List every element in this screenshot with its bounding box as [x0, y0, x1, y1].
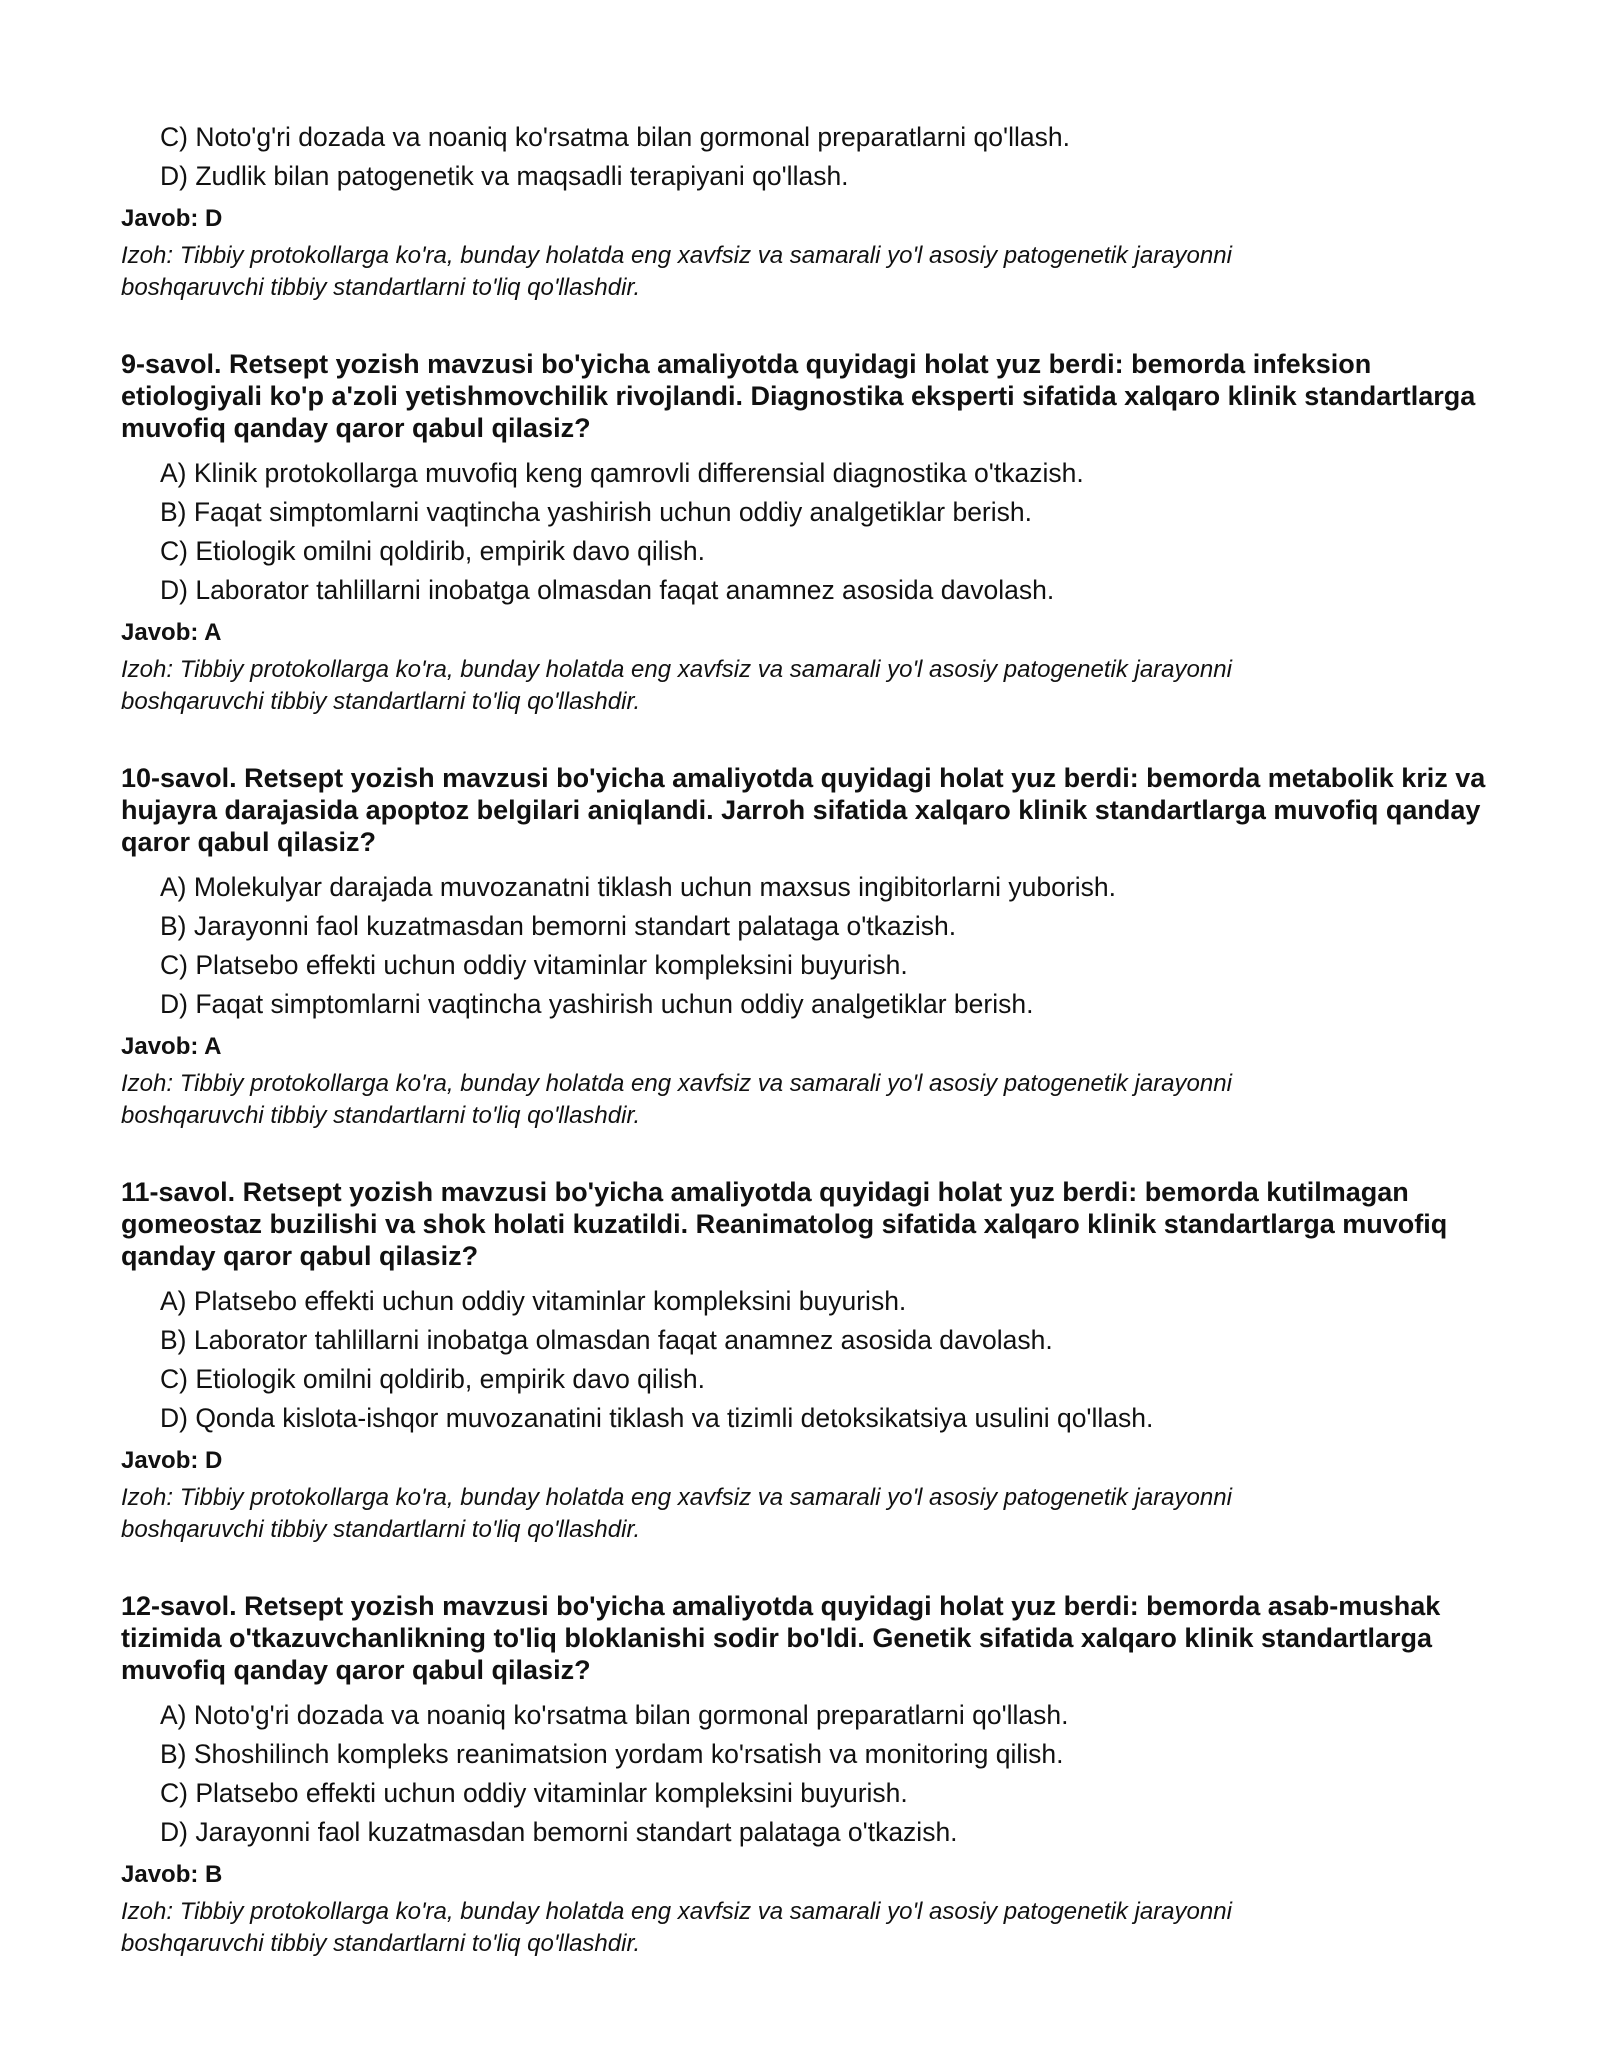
- option-d: D) Laborator tahlillarni inobatga olmasdan faqat anamnez asosida davolash.: [160, 575, 1055, 605]
- option-c: C) Platsebo effekti uchun oddiy vitaminlar kompleksini buyurish.: [160, 1778, 908, 1808]
- answer-line: Javob: A: [121, 1033, 222, 1060]
- question-9: [121, 348, 1500, 718]
- option-c: C) Etiologik omilni qoldirib, empirik davo qilish.: [160, 536, 705, 566]
- options-list: [121, 1282, 1500, 1438]
- option-d: D) Zudlik bilan patogenetik va maqsadli terapiyani qo'llash.: [160, 161, 849, 191]
- explanation-note: Izoh: Tibbiy protokollarga ko'ra, bunday holatda eng xavfsiz va samarali yo'l asosiy patogenetik jarayonni boshqaruvchi tibbiy standartlarni to'liq qo'llashdir.: [121, 656, 1232, 715]
- previous-question-tail: [121, 118, 1500, 304]
- option-a: A) Platsebo effekti uchun oddiy vitaminlar kompleksini buyurish.: [160, 1286, 907, 1316]
- option-a: A) Noto'g'ri dozada va noaniq ko'rsatma bilan gormonal preparatlarni qo'llash.: [160, 1700, 1069, 1730]
- option-c: C) Noto'g'ri dozada va noaniq ko'rsatma bilan gormonal preparatlarni qo'llash.: [160, 122, 1070, 152]
- option-d: D) Jarayonni faol kuzatmasdan bemorni standart palataga o'tkazish.: [160, 1817, 958, 1847]
- options-list: [121, 868, 1500, 1024]
- explanation-note: Izoh: Tibbiy protokollarga ko'ra, bunday holatda eng xavfsiz va samarali yo'l asosiy patogenetik jarayonni boshqaruvchi tibbiy standartlarni to'liq qo'llashdir.: [121, 1070, 1232, 1129]
- question-10: [121, 762, 1500, 1132]
- options-list: [121, 454, 1500, 610]
- option-c: C) Platsebo effekti uchun oddiy vitaminlar kompleksini buyurish.: [160, 950, 908, 980]
- option-b: B) Faqat simptomlarni vaqtincha yashirish uchun oddiy analgetiklar berish.: [160, 497, 1032, 527]
- options-list: [121, 1696, 1500, 1852]
- option-c: C) Etiologik omilni qoldirib, empirik davo qilish.: [160, 1364, 705, 1394]
- explanation-note: Izoh: Tibbiy protokollarga ko'ra, bunday holatda eng xavfsiz va samarali yo'l asosiy patogenetik jarayonni boshqaruvchi tibbiy standartlarni to'liq qo'llashdir.: [121, 1484, 1232, 1543]
- answer-line: Javob: B: [121, 1861, 223, 1888]
- option-b: B) Laborator tahlillarni inobatga olmasdan faqat anamnez asosida davolash.: [160, 1325, 1053, 1355]
- answer-line: Javob: D: [121, 1447, 223, 1474]
- option-b: B) Jarayonni faol kuzatmasdan bemorni standart palataga o'tkazish.: [160, 911, 957, 941]
- answer-line: Javob: A: [121, 619, 222, 646]
- question-title: 12-savol. Retsept yozish mavzusi bo'yicha amaliyotda quyidagi holat yuz berdi: bemorda asab-mushak tizimida o'tkazuvchanlikning to'liq bloklanishi sodir bo'ldi. Genetik sifatida xalqaro klinik standartlarga muvofiq qanday qaror qabul qilasiz?: [121, 1591, 1441, 1685]
- option-b: B) Shoshilinch kompleks reanimatsion yordam ko'rsatish va monitoring qilish.: [160, 1739, 1064, 1769]
- option-d: D) Qonda kislota-ishqor muvozanatini tiklash va tizimli detoksikatsiya usulini qo'llash.: [160, 1403, 1154, 1433]
- question-11: [121, 1176, 1500, 1546]
- option-d: D) Faqat simptomlarni vaqtincha yashirish uchun oddiy analgetiklar berish.: [160, 989, 1034, 1019]
- option-a: A) Molekulyar darajada muvozanatni tiklash uchun maxsus ingibitorlarni yuborish.: [160, 872, 1116, 902]
- options-list: [121, 118, 1500, 196]
- question-title: 10-savol. Retsept yozish mavzusi bo'yicha amaliyotda quyidagi holat yuz berdi: bemorda metabolik kriz va hujayra darajasida apoptoz belgilari aniqlandi. Jarroh sifatida xalqaro klinik standartlarga muvofiq qanday qaror qabul qilasiz?: [121, 763, 1486, 857]
- question-title: 9-savol. Retsept yozish mavzusi bo'yicha amaliyotda quyidagi holat yuz berdi: bemorda infeksion etiologiyali ko'p a'zoli yetishmovchilik rivojlandi. Diagnostika eksperti sifatida xalqaro klinik standartlarga muvofiq qanday qaror qabul qilasiz?: [121, 349, 1476, 443]
- explanation-note: Izoh: Tibbiy protokollarga ko'ra, bunday holatda eng xavfsiz va samarali yo'l asosiy patogenetik jarayonni boshqaruvchi tibbiy standartlarni to'liq qo'llashdir.: [121, 242, 1232, 301]
- explanation-note: Izoh: Tibbiy protokollarga ko'ra, bunday holatda eng xavfsiz va samarali yo'l asosiy patogenetik jarayonni boshqaruvchi tibbiy standartlarni to'liq qo'llashdir.: [121, 1898, 1232, 1957]
- question-12: [121, 1590, 1500, 1960]
- option-a: A) Klinik protokollarga muvofiq keng qamrovli differensial diagnostika o'tkazish.: [160, 458, 1084, 488]
- answer-line: Javob: D: [121, 205, 223, 232]
- question-title: 11-savol. Retsept yozish mavzusi bo'yicha amaliyotda quyidagi holat yuz berdi: bemorda kutilmagan gomeostaz buzilishi va shok holati kuzatildi. Reanimatolog sifatida xalqaro klinik standartlarga muvofiq qanday qaror qabul qilasiz?: [121, 1177, 1448, 1271]
